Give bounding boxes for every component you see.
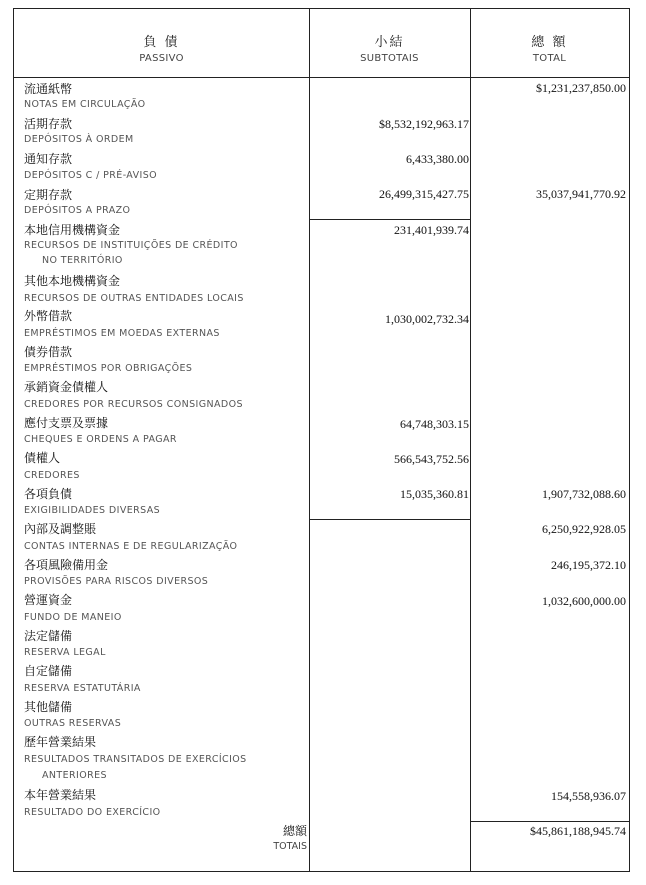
account-name-zh: 自定儲備 [24,664,73,678]
header-label-pt: PASSIVO [139,53,184,64]
account-name-pt: OUTRAS RESERVAS [24,718,122,729]
account-name-pt: RESERVA ESTATUTÁRIA [24,683,141,694]
total-value: $1,231,237,850.00 [536,81,626,95]
header-total [470,9,629,77]
account-name-zh: 各項風險備用金 [24,558,109,572]
account-name-zh: 本年營業結果 [24,788,97,802]
account-name-zh: 通知存款 [24,152,73,166]
account-name-pt: RECURSOS DE INSTITUIÇÕES DE CRÉDITO [24,240,238,251]
total-value: 154,558,936.07 [551,789,626,803]
subtotal-value: 26,499,315,427.75 [379,187,469,201]
subtotal-value: 15,035,360.81 [400,487,469,501]
total-value: 6,250,922,928.05 [542,522,626,536]
account-name-pt: EXIGIBILIDADES DIVERSAS [24,505,161,516]
header-subtotais [309,9,470,77]
account-name-zh: 債權人 [24,451,61,465]
account-name-zh: 各項負債 [24,487,73,501]
balance-sheet-liabilities [13,8,630,872]
account-name-pt: PROVISÕES PARA RISCOS DIVERSOS [24,576,209,587]
account-name-zh: 流通紙幣 [24,82,73,96]
account-name-zh: 外幣借款 [24,309,73,323]
account-name-pt: RESERVA LEGAL [24,647,106,658]
header-label-zh: 總 額 [531,35,568,50]
subtotal-value: 231,401,939.74 [394,223,469,237]
subtotal-value: $8,532,192,963.17 [379,117,469,131]
account-name-pt: CREDORES POR RECURSOS CONSIGNADOS [24,399,243,410]
column-divider [470,9,471,871]
account-name-pt: NO TERRITÓRIO [42,255,123,266]
account-name-zh: 活期存款 [24,117,73,131]
account-name-zh: 營運資金 [24,593,73,607]
subtotal-value: 1,030,002,732.34 [385,312,469,326]
header-label-pt: SUBTOTAIS [360,53,419,64]
account-name-pt: RECURSOS DE OUTRAS ENTIDADES LOCAIS [24,293,244,304]
header-divider [14,77,629,78]
account-name-zh: 債券借款 [24,345,73,359]
subtotal-value: 6,433,380.00 [406,152,469,166]
account-name-pt: ANTERIORES [42,770,107,781]
column-divider [309,9,310,871]
subtotal-value: 566,543,752.56 [394,452,469,466]
total-value: 246,195,372.10 [551,558,626,572]
account-name-zh: 定期存款 [24,188,73,202]
account-name-zh: 其他儲備 [24,700,73,714]
subtotal-value: 64,748,303.15 [400,417,469,431]
account-name-zh: 歷年營業結果 [24,735,97,749]
subtotal-rule [309,519,470,520]
subtotal-rule [309,219,470,220]
grand-total-value: $45,861,188,945.74 [530,824,626,838]
account-name-zh: 應付支票及票據 [24,416,109,430]
account-name-pt: RESULTADOS TRANSITADOS DE EXERCÍCIOS [24,754,247,765]
account-name-pt: RESULTADO DO EXERCÍCIO [24,807,161,818]
total-value: 1,032,600,000.00 [542,594,626,608]
totals-label-zh: 總額 [282,824,307,838]
header-label-zh: 小結 [374,35,405,50]
total-value: 1,907,732,088.60 [542,487,626,501]
total-value: 35,037,941,770.92 [536,187,626,201]
account-name-zh: 本地信用機構資金 [24,223,121,237]
header-passivo [14,9,309,77]
account-name-pt: EMPRÉSTIMOS POR OBRIGAÇÕES [24,363,193,374]
account-name-pt: CONTAS INTERNAS E DE REGULARIZAÇÃO [24,541,238,552]
account-name-zh: 其他本地機構資金 [24,274,121,288]
account-name-pt: EMPRÉSTIMOS EM MOEDAS EXTERNAS [24,328,220,339]
account-name-pt: DEPÓSITOS C / PRÉ-AVISO [24,170,158,181]
account-name-pt: FUNDO DE MANEIO [24,612,122,623]
account-name-zh: 法定儲備 [24,629,73,643]
header-label-pt: TOTAL [532,53,567,64]
account-name-zh: 承銷資金債權人 [24,380,109,394]
account-name-pt: NOTAS EM CIRCULAÇÃO [24,99,146,110]
account-name-pt: CHEQUES E ORDENS A PAGAR [24,434,177,445]
account-name-pt: DEPÓSITOS À ORDEM [24,134,134,145]
account-name-pt: CREDORES [24,470,80,481]
account-name-zh: 內部及調整賬 [24,522,97,536]
account-name-pt: DEPÓSITOS A PRAZO [24,205,131,216]
header-label-zh: 負 債 [143,35,180,50]
grand-total-rule [470,821,629,822]
totals-label-pt: TOTAIS [273,841,307,852]
